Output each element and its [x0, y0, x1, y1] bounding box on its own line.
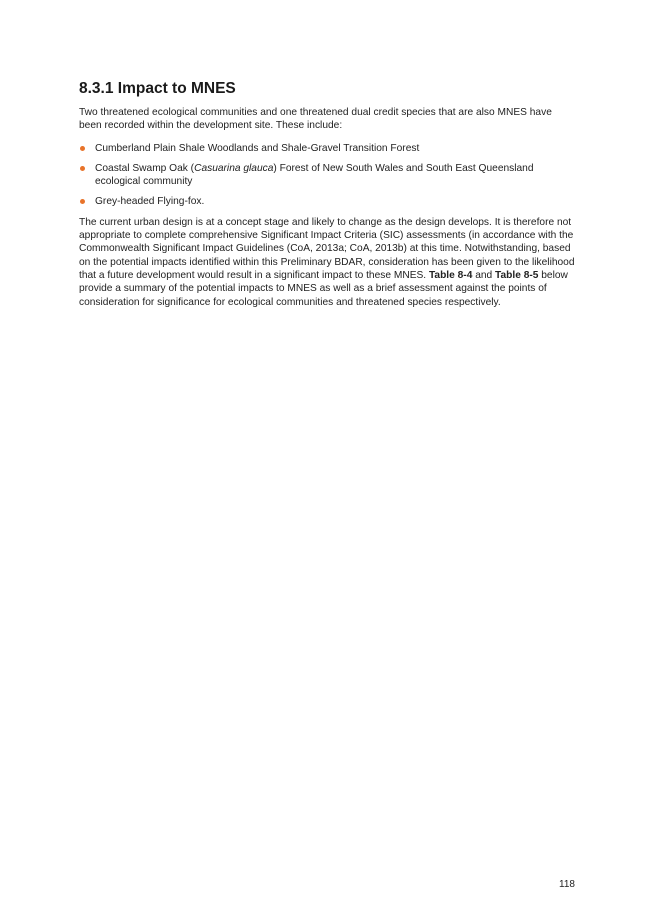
page-number: 118: [559, 879, 575, 890]
table-reference: Table 8-4: [428, 269, 473, 281]
body-text-part2: and: [472, 269, 496, 281]
bullet-icon: [80, 166, 85, 171]
section-heading: 8.3.1 Impact to MNES: [79, 80, 236, 97]
list-item-text: Grey-headed Flying-fox.: [95, 196, 205, 208]
bullet-icon: [80, 146, 85, 151]
list-item-text-before: Coastal Swamp Oak (: [95, 162, 195, 174]
list-item-text: Cumberland Plain Shale Woodlands and Shale-Gravel Transition Forest: [95, 142, 420, 154]
bullet-icon: [80, 199, 85, 204]
body-text-part1: The current urban design is at a concept stage and likely to change as the design develops. It is therefore not appropriate to complete comprehensive Significant Impact Criteria (SIC) assessments (in accordance with the Commonwealth Significant Impact Guidelines (CoA, 2013a; CoA, 2013b) at this time. Notwithstanding, based on the potential impacts identified within this Preliminary BDAR, consideration has been given to the likelihood that a future development would result in a significant impact to these MNES.: [79, 216, 575, 281]
list-item-text-after: ) Forest of New South Wales and South East Queensland ecological community: [95, 162, 534, 188]
community-list: [79, 142, 575, 209]
table-reference: Table 8-5: [495, 269, 539, 281]
intro-paragraph: Two threatened ecological communities and one threatened dual credit species that are also MNES have been recorded within the development site. These include:: [79, 107, 552, 132]
list-item: [79, 195, 575, 208]
body-text-part3: below provide a summary of the potential impacts to MNES as well as a brief assessment against the points of consideration for significance for ecological communities and threatened species respectively.: [79, 269, 568, 308]
body-paragraph: [79, 216, 575, 309]
list-item: [79, 142, 575, 155]
species-name: Casuarina glauca: [194, 162, 274, 174]
list-item: [79, 162, 575, 189]
section-content: [79, 79, 575, 309]
